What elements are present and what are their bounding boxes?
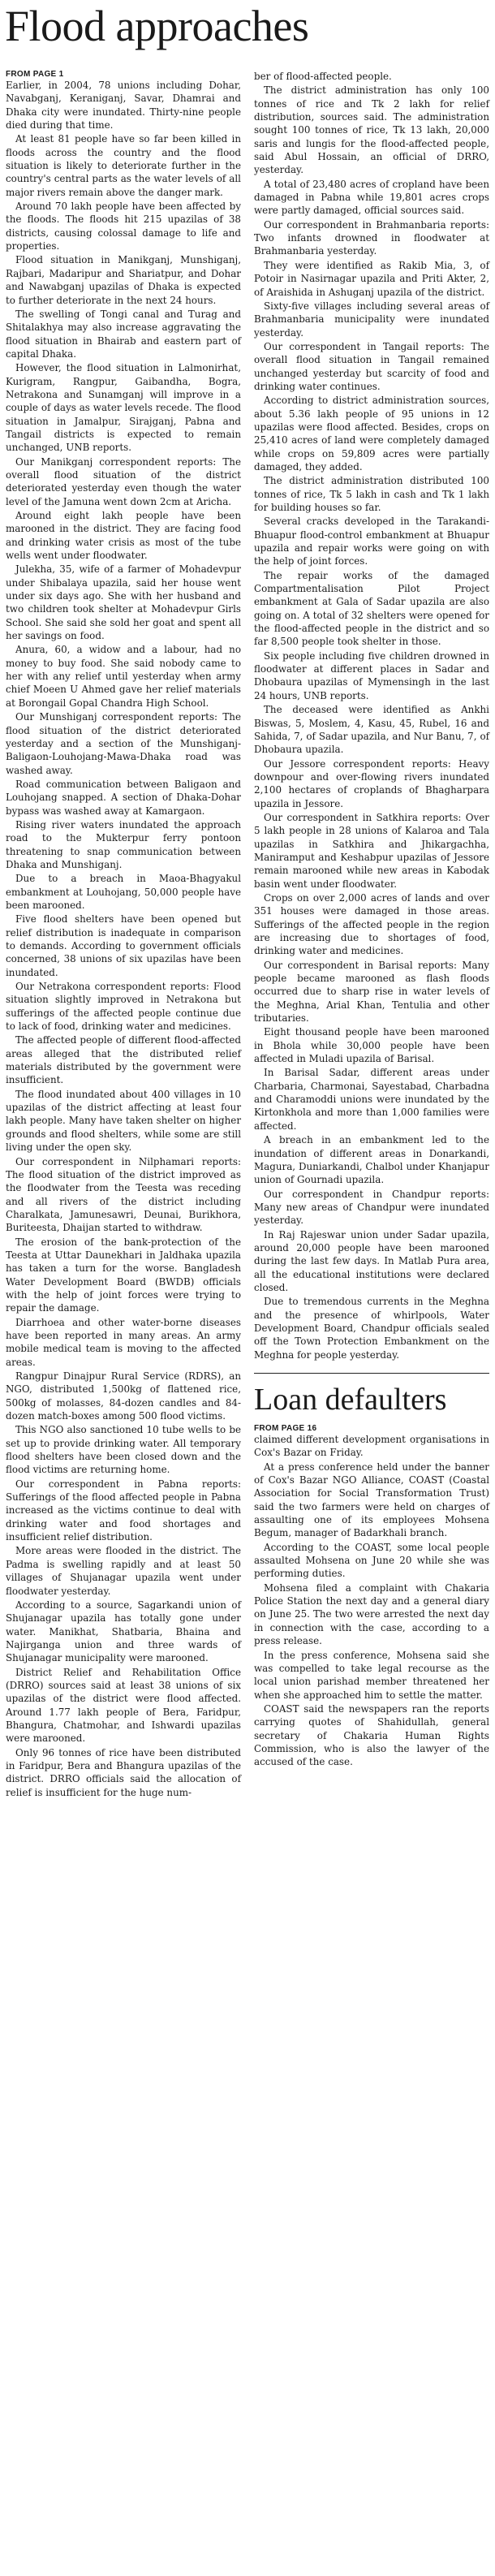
paragraph: Crops on over 2,000 acres of lands and over 351 houses were damaged in those areas. Sufferings of the affected people in the region are increasing due to shortages of food, drinking water and medicines. xyxy=(254,891,489,957)
paragraph: The repair works of the damaged Compartmentalisation Pilot Project embankment at Gala of Sadar upazila are also going on. A total of 32 shelters were opened for the flood-affected people in the district and so far 8,500 people took shelter in those. xyxy=(254,569,489,648)
dateline: FROM PAGE 1 xyxy=(6,70,64,79)
paragraph: Eight thousand people have been marooned in Bhola while 30,000 people have been affected in Muladi upazila of Barisal. xyxy=(254,1026,489,1065)
paragraph: A total of 23,480 acres of cropland have been damaged in Pabna while 19,801 acres crops were partly damaged, official sources said. xyxy=(254,178,489,217)
sidebar-headline: Loan defaulters xyxy=(254,1383,447,1417)
paragraph: In Raj Rajeswar union under Sadar upazila, around 20,000 people have been marooned during the last few days. In Matlab Pura area, all the educational institutions were declared closed. xyxy=(254,1228,489,1293)
paragraph: Earlier, in 2004, 78 unions including Dohar, Navabganj, Keraniganj, Savar, Dhamrai and Dhaka city were inundated. Thirty-nine people died during that time. xyxy=(6,80,241,132)
paragraph: Anura, 60, a widow and a labour, had no money to buy food. She said nobody came to her with any relief until yesterday when army chief Moeen U Ahmed gave her relief materials at Borongail Gopal Chandra High School. xyxy=(6,644,241,709)
paragraph: claimed different development organisations in Cox's Bazar on Friday. xyxy=(254,1434,489,1459)
paragraph: Six people including five children drowned in floodwater at different places in Sadar and Dhobaura upazilas of Mymensingh in the last 24 hours, UNB reports. xyxy=(254,649,489,701)
paragraph: They were identified as Rakib Mia, 3, of Potoir in Nasirnagar upazila and Priti Akter, 2, of Araishida in Ashuganj upazila of the district. xyxy=(254,259,489,298)
paragraph: Mohsena filed a complaint with Chakaria Police Station the next day and a general diary on June 25. The two were arrested the next day in connection with the case, according to a press release. xyxy=(254,1581,489,1647)
sidebar-article-body xyxy=(254,1433,489,1769)
paragraph: Sixty-five villages including several areas of Brahmanbaria municipality were inundated yesterday. xyxy=(254,300,489,339)
paragraph: The affected people of different flood-affected areas alleged that the distributed relief materials distributed by the government were insufficient. xyxy=(6,1034,241,1086)
paragraph: Due to tremendous currents in the Meghna and the presence of whirlpools, Water Development Board, Chandpur officials sealed off the Town Protection Embankment on the Meghna for people yesterday. xyxy=(254,1296,489,1361)
paragraph: The erosion of the bank-protection of the Teesta at Uttar Daunekhari in Jaldhaka upazila has taken a turn for the worse. Bangladesh Water Development Board (BWDB) officials with the help of joint forces were trying to repair the damage. xyxy=(6,1236,241,1314)
paragraph: Around eight lakh people have been marooned in the district. They are facing food and drinking water crisis as most of the tube wells went under floodwater. xyxy=(6,510,241,562)
paragraph: In the press conference, Mohsena said she was compelled to take legal recourse as the local union parishad member threatened her when she approached him to settle the matter. xyxy=(254,1649,489,1701)
paragraph: Our Jessore correspondent reports: Heavy downpour and over-flowing rivers inundated 2,100 hectares of croplands of Bhagharpara upazila in Jessore. xyxy=(254,757,489,809)
article-continuation xyxy=(254,70,489,1361)
paragraph: The deceased were identified as Ankhi Biswas, 5, Moslem, 4, Kasu, 45, Rubel, 16 and Sahida, 7, of Sadar upazila, and Nur Banu, 7, of Dhobaura upazila. xyxy=(254,704,489,756)
article-column-left xyxy=(6,70,241,1800)
paragraph: At a press conference held under the banner of Cox's Bazar NGO Alliance, COAST (Coastal Association for Social Transformation Trust) said the two farmers were held on charges of assaulting one of its employees Mohsena Begum, manager of Badarkhali branch. xyxy=(254,1461,489,1539)
paragraph: Road communication between Baligaon and Louhojang snapped. A section of Dhaka-Dohar bypass was washed away at Kamargaon. xyxy=(6,778,241,817)
paragraph: Diarrhoea and other water-borne diseases have been reported in many areas. An army mobile medical team is moving to the affected areas. xyxy=(6,1316,241,1368)
paragraph: Our correspondent in Nilphamari reports: The flood situation of the district improved as the floodwater from the Teesta was receding and all rivers of the district including Charalkata, Jamunesawri, Deunai, Burikhora, Buriteesta, Dhaijan started to withdraw. xyxy=(6,1155,241,1234)
paragraph: Julekha, 35, wife of a farmer of Mohadevpur under Shibalaya upazila, said her house went under six days ago. She with her husband and two children took shelter at Mohadevpur Girls School. She said she sold her goat and spent all her savings on food. xyxy=(6,563,241,642)
paragraph: A breach in an embankment led to the inundation of different areas in Donarkandi, Magura, Duniarkandi, Chalbol under Khanjapur union of Gournadi upazila. xyxy=(254,1134,489,1186)
paragraph: Around 70 lakh people have been affected by the floods. The floods hit 215 upazilas of 38 districts, causing colossal damage to life and properties. xyxy=(6,201,241,252)
paragraph: Our correspondent in Tangail reports: The overall flood situation in Tangail remained unchanged yesterday but scarcity of food and drinking water continues. xyxy=(254,340,489,392)
paragraph: Five flood shelters have been opened but relief distribution is inadequate in comparison to demands. According to government officials concerned, 38 unions of six upazilas have been inundated. xyxy=(6,913,241,978)
paragraph: According to the COAST, some local people assaulted Mohsena on June 20 while she was performing duties. xyxy=(254,1541,489,1580)
article-column-right xyxy=(254,70,489,1770)
sidebar-dateline: FROM PAGE 16 xyxy=(254,1424,317,1433)
paragraph: District Relief and Rehabilitation Office (DRRO) sources said at least 38 unions of six upazilas of the district were flood affected. Around 1.77 lakh people of Bera, Faridpur, Bhangura, Chatmohar, and Ishwardi upazilas were marooned. xyxy=(6,1666,241,1745)
paragraph: However, the flood situation in Lalmonirhat, Kurigram, Rangpur, Gaibandha, Bogra, Netrakona and Sunamganj will improve in a couple of days as water levels recede. The flood situation in Jamalpur, Sirajganj, Pabna and Tangail districts is expected to remain unchanged, UNB reports. xyxy=(6,362,241,454)
paragraph: Several cracks developed in the Tarakandi-Bhuapur flood-control embankment at Bhuapur upazila and repair works were going on with the help of joint forces. xyxy=(254,516,489,567)
paragraph: The flood inundated about 400 villages in 10 upazilas of the district affecting at least four lakh people. Many have taken shelter on higher grounds and flood shelters, while some are still living under the open sky. xyxy=(6,1088,241,1154)
paragraph: This NGO also sanctioned 10 tube wells to be set up to provide drinking water. All temporary flood shelters have been closed down and the flood victims are returning home. xyxy=(6,1424,241,1476)
paragraph: Only 96 tonnes of rice have been distributed in Faridpur, Bera and Bhangura upazilas of the district. DRRO officials said the allocation of relief is insufficient for the huge num- xyxy=(6,1746,241,1798)
paragraph: More areas were flooded in the district. The Padma is swelling rapidly and at least 50 villages of Shujanagar upazila went under floodwater yesterday. xyxy=(6,1545,241,1597)
paragraph: The swelling of Tongi canal and Turag and Shitalakhya may also increase aggravating the flood situation in Bhairab and eastern part of capital Dhaka. xyxy=(6,308,241,360)
paragraph: At least 81 people have so far been killed in floods across the country and the flood situation is likely to deteriorate further in the country's central parts as the water levels of all major rivers remain above the danger mark. xyxy=(6,133,241,198)
section-divider xyxy=(254,1373,489,1374)
paragraph: Our correspondent in Satkhira reports: Over 5 lakh people in 28 unions of Kalaroa and Tala upazilas in Satkhira and Jhikargachha, Maniramput and Keshabpur upazilas of Jessore remain marooned while new areas in Kabodak basin went under floodwater. xyxy=(254,811,489,890)
paragraph: Rangpur Dinajpur Rural Service (RDRS), an NGO, distributed 1,500kg of flattened rice, 500kg of molasses, 84-dozen candles and 84-dozen match-boxes among 500 flood victims. xyxy=(6,1370,241,1422)
paragraph: Our Munshiganj correspondent reports: The flood situation of the district deteriorated yesterday and a section of the Munshiganj-Baligaon-Louhojang-Mawa-Dhaka road was washed away. xyxy=(6,711,241,776)
paragraph: Rising river waters inundated the approach road to the Mukterpur ferry pontoon threatening to snap communication between Dhaka and Munshiganj. xyxy=(6,818,241,870)
paragraph: According to a source, Sagarkandi union of Shujanagar upazila has totally gone under water. Manikhat, Shatbaria, Bhaina and Najirganga union and three wards of Shujanagar municipality were marooned. xyxy=(6,1599,241,1664)
paragraph: Our correspondent in Brahmanbaria reports: Two infants drowned in floodwater at Brahmanbaria yesterday. xyxy=(254,218,489,257)
paragraph: Our Netrakona correspondent reports: Flood situation slightly improved in Netrakona but sufferings of the affected people continue due to lack of food, drinking water and medicines. xyxy=(6,981,241,1033)
paragraph: In Barisal Sadar, different areas under Charbaria, Charmonai, Sayestabad, Charbadna and Charamoddi unions were inundated by the Kirtonkhola and more than 1,000 families were affected. xyxy=(254,1067,489,1132)
paragraph: COAST said the newspapers ran the reports carrying quotes of Shahidullah, general secretary of Chakaria Human Rights Commission, who is also the lawyer of the accused of the case. xyxy=(254,1702,489,1768)
paragraph: Our Manikganj correspondent reports: The overall flood situation of the district deteriorated yesterday even though the water level of the Jamuna went down 2cm at Aricha. xyxy=(6,455,241,507)
paragraph: According to district administration sources, about 5.36 lakh people of 95 unions in 12 upazilas were flood affected. Besides, crops on 25,410 acres of land were completely damaged while crops on 59,809 acres were partially damaged, they added. xyxy=(254,395,489,472)
paragraph: Flood situation in Manikganj, Munshiganj, Rajbari, Madaripur and Shariatpur, and Dohar and Nawabganj upazilas of Dhaka is expected to further deteriorate in the next 24 hours. xyxy=(6,254,241,306)
paragraph: ber of flood-affected people. xyxy=(254,71,392,82)
paragraph: The district administration has only 100 tonnes of rice and Tk 2 lakh for relief distribution, sources said. The administration sought 100 tonnes of rice, Tk 13 lakh, 20,000 saris and lungis for the flood-affected people, said Abul Hossain, an official of DRRO, yesterday. xyxy=(254,84,489,176)
paragraph: The district administration distributed 100 tonnes of rice, Tk 5 lakh in cash and Tk 1 lakh for building houses so far. xyxy=(254,475,489,513)
paragraph: Due to a breach in Maoa-Bhagyakul embankment at Louhojang, 50,000 people have been marooned. xyxy=(6,873,241,911)
paragraph: Our correspondent in Chandpur reports: Many new areas of Chandpur were inundated yesterday. xyxy=(254,1188,489,1227)
paragraph: Our correspondent in Pabna reports: Sufferings of the flood affected people in Pabna increased as the victims continue to deal with drinking water and food shortages and insufficient relief distribution. xyxy=(6,1478,241,1543)
paragraph: Our correspondent in Barisal reports: Many people became marooned as flash floods occurred due to sharp rise in water levels of the Meghna, Arial Khan, Tentulia and other tributaries. xyxy=(254,959,489,1025)
headline: Flood approaches xyxy=(5,2,309,50)
